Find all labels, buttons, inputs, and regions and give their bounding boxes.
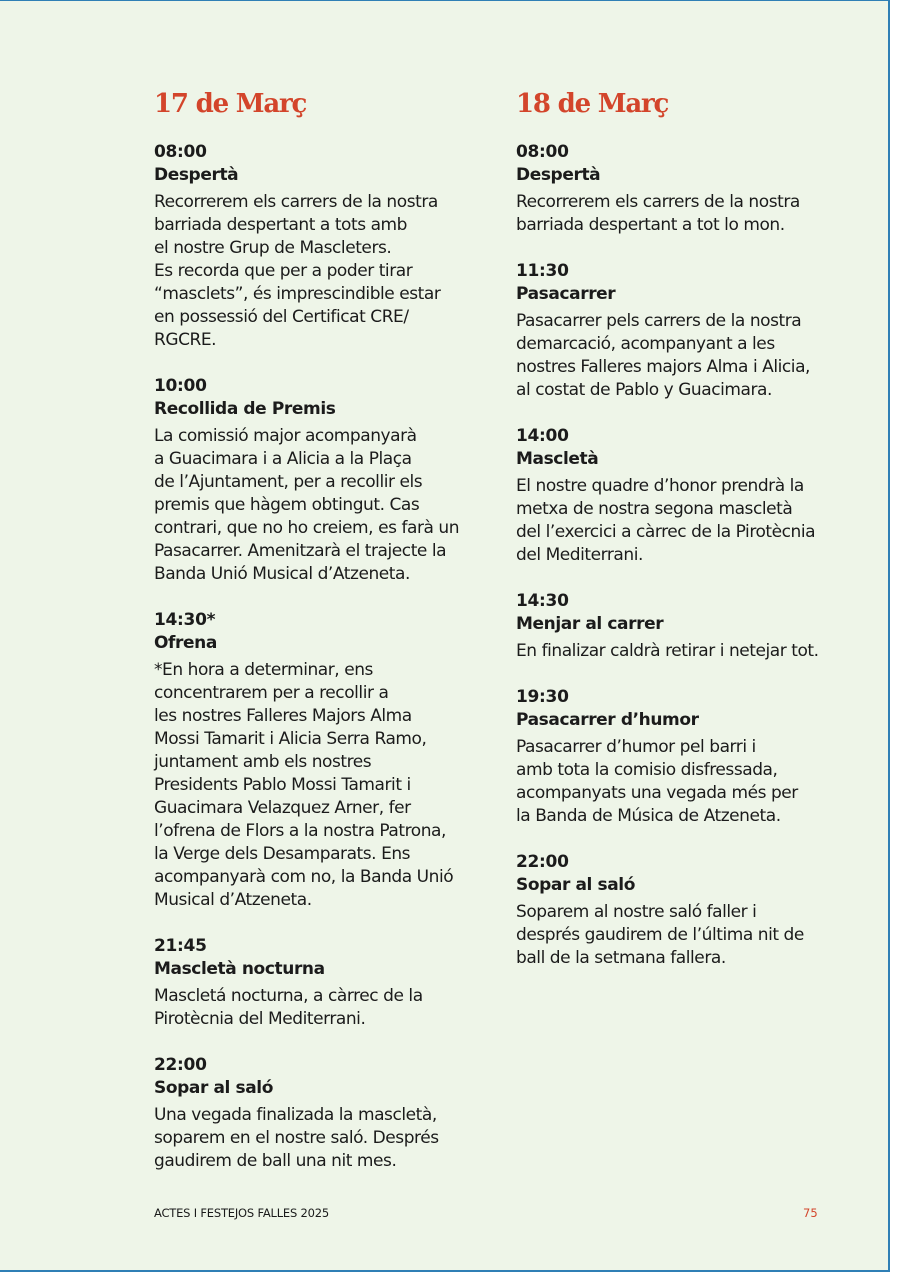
event-description [516, 901, 836, 970]
description-line: Una vegada finalizada la mascletà, [154, 1105, 437, 1125]
description-line: a Guacimara i a Alicia a la Plaça [154, 449, 412, 469]
description-line: acompanyats una vegada més per [516, 783, 798, 803]
description-line: El nostre quadre d’honor prendrà la [516, 476, 804, 496]
description-line: després gaudirem de l’última nit de [516, 925, 804, 945]
event-name: Pasacarrer d’humor [516, 710, 699, 730]
event-time: 22:00 [516, 852, 569, 872]
event-time: 08:00 [154, 142, 207, 162]
event-time: 14:00 [516, 426, 569, 446]
event-item [154, 935, 474, 1031]
event-name: Sopar al saló [154, 1078, 273, 1098]
event-name: Sopar al saló [516, 875, 635, 895]
description-line: Guacimara Velazquez Arner, fer [154, 798, 411, 818]
description-line: nostres Falleres majors Alma i Alicia, [516, 357, 810, 377]
description-line: la Banda de Música de Atzeneta. [516, 806, 781, 826]
event-item [516, 141, 836, 237]
description-line: Banda Unió Musical d’Atzeneta. [154, 564, 410, 584]
description-line: gaudirem de ball una nit mes. [154, 1151, 397, 1171]
event-time: 14:30* [154, 610, 216, 630]
event-description [516, 640, 836, 663]
event-name: Ofrena [154, 633, 217, 653]
description-line: barriada despertant a tots amb [154, 215, 407, 235]
day-title: 17 de Març [154, 89, 307, 119]
event-name: Despertà [516, 165, 601, 185]
description-line: barriada despertant a tot lo mon. [516, 215, 785, 235]
description-line: “masclets”, és imprescindible estar [154, 284, 441, 304]
description-line: En finalizar caldrà retirar i netejar tot. [516, 641, 819, 661]
description-line: el nostre Grup de Mascleters. [154, 238, 392, 258]
description-line: Soparem al nostre saló faller i [516, 902, 757, 922]
description-line: Mascletá nocturna, a càrrec de la [154, 986, 423, 1006]
event-description [154, 659, 474, 912]
event-time: 14:30 [516, 591, 569, 611]
event-item [154, 375, 474, 586]
event-name: Despertà [154, 165, 239, 185]
event-time: 22:00 [154, 1055, 207, 1075]
description-line: Presidents Pablo Mossi Tamarit i [154, 775, 411, 795]
event-item [154, 141, 474, 352]
day-title: 18 de Març [516, 89, 669, 119]
event-description [154, 425, 474, 586]
description-line: Es recorda que per a poder tirar [154, 261, 413, 281]
description-line: Pirotècnia del Mediterrani. [154, 1009, 366, 1029]
description-line: la Verge dels Desamparats. Ens [154, 844, 411, 864]
column-18-marc [516, 87, 836, 993]
event-item [516, 851, 836, 970]
description-line: del l’exercici a càrrec de la Pirotècnia [516, 522, 816, 542]
event-description [154, 191, 474, 352]
description-line: Recorrerem els carrers de la nostra [154, 192, 438, 212]
column-17-marc [154, 87, 474, 1196]
event-name: Recollida de Premis [154, 399, 336, 419]
description-line: acompanyarà com no, la Banda Unió [154, 867, 454, 887]
description-line: Recorrerem els carrers de la nostra [516, 192, 800, 212]
description-line: Pasacarrer. Amenitzarà el trajecte la [154, 541, 447, 561]
event-name: Menjar al carrer [516, 614, 664, 634]
description-line: de l’Ajuntament, per a recollir els [154, 472, 423, 492]
description-line: ball de la setmana fallera. [516, 948, 726, 968]
event-item [516, 260, 836, 402]
description-line: contrari, que no ho creiem, es farà un [154, 518, 460, 538]
event-name: Mascletà nocturna [154, 959, 325, 979]
event-description [516, 736, 836, 828]
event-item [516, 425, 836, 567]
description-line: l’ofrena de Flors a la nostra Patrona, [154, 821, 446, 841]
description-line: les nostres Falleres Majors Alma [154, 706, 412, 726]
description-line: concentrarem per a recollir a [154, 683, 389, 703]
event-time: 11:30 [516, 261, 569, 281]
description-line: en possessió del Certificat CRE/ [154, 307, 409, 327]
description-line: premis que hàgem obtingut. Cas [154, 495, 420, 515]
event-time: 19:30 [516, 687, 569, 707]
description-line: Mossi Tamarit i Alicia Serra Ramo, [154, 729, 427, 749]
description-line: metxa de nostra segona mascletà [516, 499, 793, 519]
description-line: del Mediterrani. [516, 545, 643, 565]
event-time: 10:00 [154, 376, 207, 396]
description-line: al costat de Pablo y Guacimara. [516, 380, 772, 400]
event-description [516, 191, 836, 237]
event-item [516, 590, 836, 663]
event-description [516, 475, 836, 567]
description-line: RGCRE. [154, 330, 217, 350]
event-description [516, 310, 836, 402]
event-time: 21:45 [154, 936, 207, 956]
event-item [516, 686, 836, 828]
event-list [516, 141, 836, 970]
description-line: Pasacarrer pels carrers de la nostra [516, 311, 802, 331]
event-description [154, 1104, 474, 1173]
event-item [154, 1054, 474, 1173]
event-description [154, 985, 474, 1031]
event-item [154, 609, 474, 912]
description-line: demarcació, acompanyant a les [516, 334, 775, 354]
event-time: 08:00 [516, 142, 569, 162]
description-line: Pasacarrer d’humor pel barri i [516, 737, 756, 757]
description-line: amb tota la comisio disfressada, [516, 760, 778, 780]
description-line: juntament amb els nostres [154, 752, 372, 772]
page-number: 75 [803, 1206, 818, 1220]
description-line: soparem en el nostre saló. Després [154, 1128, 439, 1148]
event-name: Mascletà [516, 449, 599, 469]
footer-title: ACTES I FESTEJOS FALLES 2025 [154, 1206, 329, 1220]
description-line: *En hora a determinar, ens [154, 660, 373, 680]
event-list [154, 141, 474, 1173]
description-line: Musical d’Atzeneta. [154, 890, 312, 910]
event-name: Pasacarrer [516, 284, 616, 304]
description-line: La comissió major acompanyarà [154, 426, 417, 446]
